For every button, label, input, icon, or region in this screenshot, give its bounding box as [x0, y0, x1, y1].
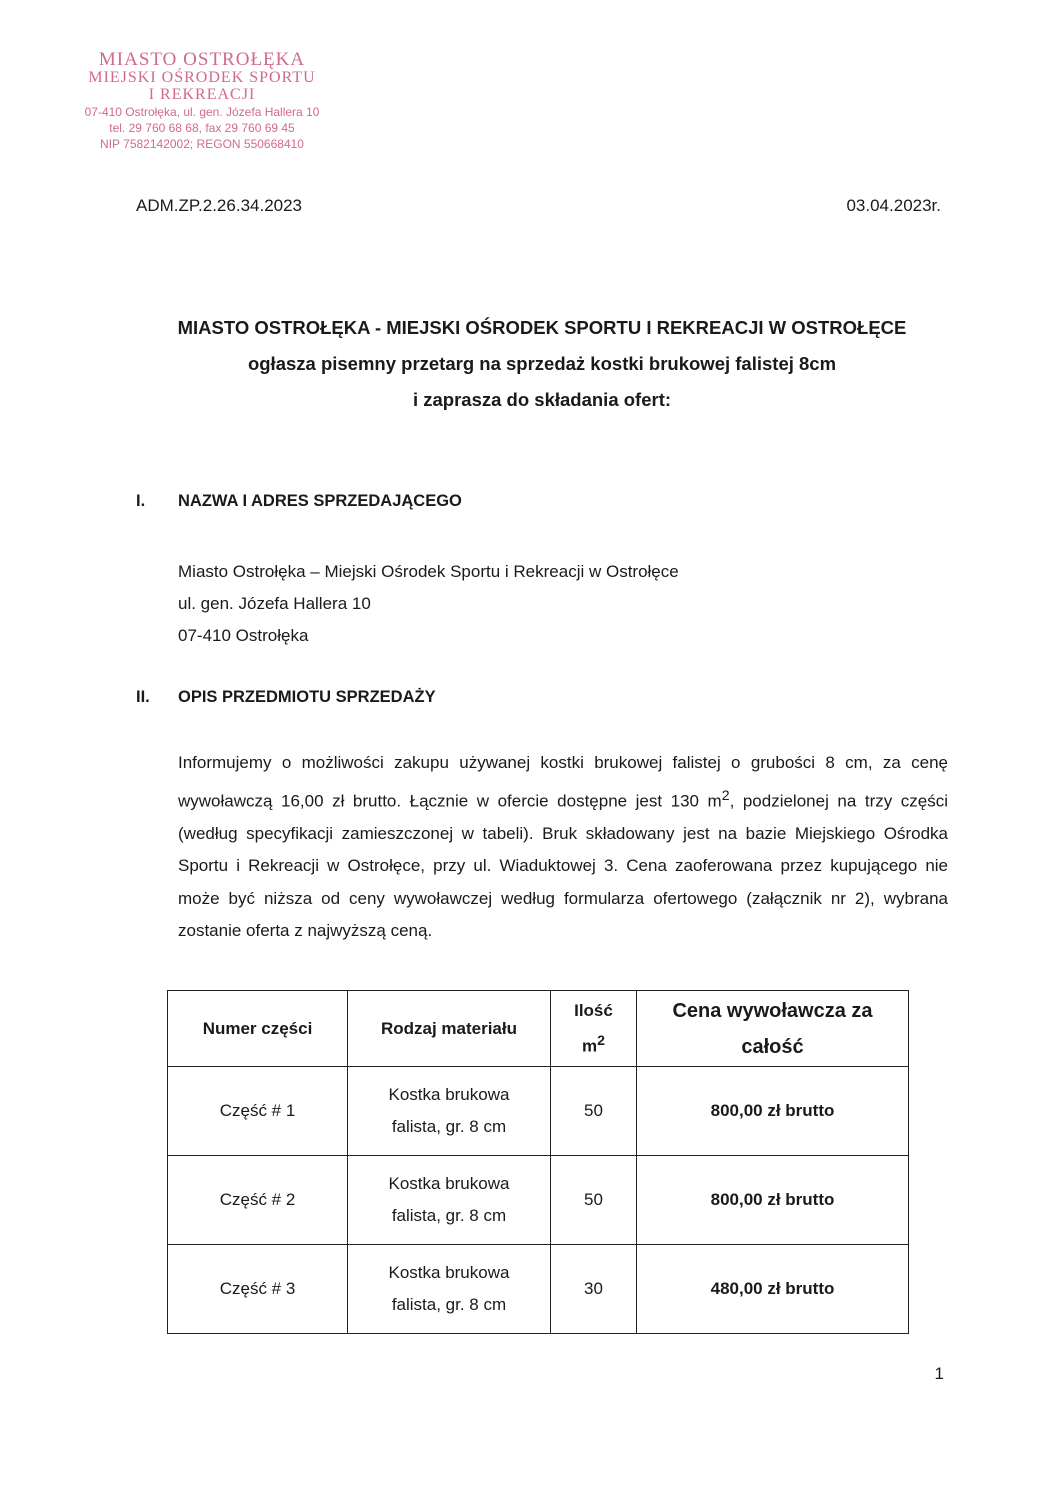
material-line: Kostka brukowa: [388, 1263, 510, 1282]
cell-price: 800,00 zł brutto: [637, 1156, 909, 1245]
material-line: Kostka brukowa: [388, 1174, 510, 1193]
section-title: NAZWA I ADRES SPRZEDAJĄCEGO: [178, 492, 462, 510]
table-header-row: [168, 991, 909, 1067]
superscript: 2: [721, 787, 730, 804]
material-line: Kostka brukowa: [388, 1085, 510, 1104]
announcement-title: [80, 310, 1004, 418]
cell-quantity: 30: [550, 1245, 636, 1334]
section-heading-subject: [136, 688, 436, 707]
superscript: 2: [597, 1032, 605, 1049]
stamp-address: 07-410 Ostrołęka, ul. gen. Józefa Hallera 10: [84, 104, 320, 119]
stamp-tax-ids: NIP 7582142002; REGON 550668410: [100, 136, 304, 151]
stamp-phone: tel. 29 760 68 68, fax 29 760 69 45: [109, 120, 295, 135]
cell-part: Część # 3: [168, 1245, 348, 1334]
header-part: Numer części: [168, 991, 348, 1067]
cell-material: [348, 1067, 551, 1156]
section-number: II.: [136, 688, 150, 706]
specification-table: [167, 990, 909, 1334]
cell-price: 480,00 zł brutto: [637, 1245, 909, 1334]
cell-part: Część # 1: [168, 1067, 348, 1156]
cell-quantity: 50: [550, 1156, 636, 1245]
address-line: ul. gen. Józefa Hallera 10: [178, 594, 371, 613]
header-quantity-unit: m: [581, 1036, 598, 1056]
section-heading-seller: [136, 492, 462, 511]
reference-number: ADM.ZP.2.26.34.2023: [136, 196, 303, 215]
table-row: [168, 1067, 909, 1156]
header-price-line: całość: [741, 1035, 804, 1058]
header-quantity-label: Ilość: [574, 1000, 613, 1020]
table-row: [168, 1156, 909, 1245]
page-number: 1: [934, 1364, 944, 1383]
title-line: ogłasza pisemny przetarg na sprzedaż kostki brukowej falistej 8cm: [247, 353, 837, 374]
section-title: OPIS PRZEDMIOTU SPRZEDAŻY: [178, 688, 436, 706]
material-line: falista, gr. 8 cm: [391, 1295, 507, 1314]
title-line: i zaprasza do składania ofert:: [412, 389, 672, 410]
section-number: I.: [136, 492, 146, 510]
cell-material: [348, 1156, 551, 1245]
paragraph-text: Informujemy o możliwości zakupu używanej kostki brukowej falistej o grubości 8 cm, za cenę wywoławczą 16,00 zł brutto. Łącznie w ofercie dostępne jest 130 m: [178, 753, 948, 811]
stamp-line: MIEJSKI OŚRODEK SPORTU: [88, 68, 316, 86]
title-line: MIASTO OSTROŁĘKA - MIEJSKI OŚRODEK SPORTU I REKREACJI W OSTROŁĘCE: [177, 317, 907, 338]
cell-part: Część # 2: [168, 1156, 348, 1245]
header-price: [637, 991, 909, 1067]
paragraph-text: , podzielonej na trzy części (według specyfikacji zamieszczonej w tabeli). Bruk składowany jest na bazie Miejskiego Ośrodka Sportu i Rekreacji w Ostrołęce, przy ul. Wiaduktowej 3. Cena zaoferowana przez kupującego nie może być niższa od ceny wywoławczej według formularza ofertowego (załącznik nr 2), wybrana zostanie oferta z najwyższą ceną.: [178, 791, 948, 941]
header-price-line: Cena wywoławcza za: [672, 999, 873, 1022]
stamp-line: I REKREACJI: [148, 85, 256, 103]
cell-material: [348, 1245, 551, 1334]
description-paragraph: [178, 747, 948, 948]
material-line: falista, gr. 8 cm: [391, 1117, 507, 1136]
address-line: Miasto Ostrołęka – Miejski Ośrodek Sportu i Rekreacji w Ostrołęce: [178, 562, 679, 581]
institution-stamp: [42, 50, 362, 152]
table-row: [168, 1245, 909, 1334]
cell-price: 800,00 zł brutto: [637, 1067, 909, 1156]
address-line: 07-410 Ostrołęka: [178, 626, 309, 645]
seller-address: [178, 556, 679, 652]
cell-quantity: 50: [550, 1067, 636, 1156]
document-date: 03.04.2023r.: [846, 196, 941, 215]
material-line: falista, gr. 8 cm: [391, 1206, 507, 1225]
header-material: Rodzaj materiału: [348, 991, 551, 1067]
header-quantity: [550, 991, 636, 1067]
stamp-line: MIASTO OSTROŁĘKA: [98, 49, 306, 70]
